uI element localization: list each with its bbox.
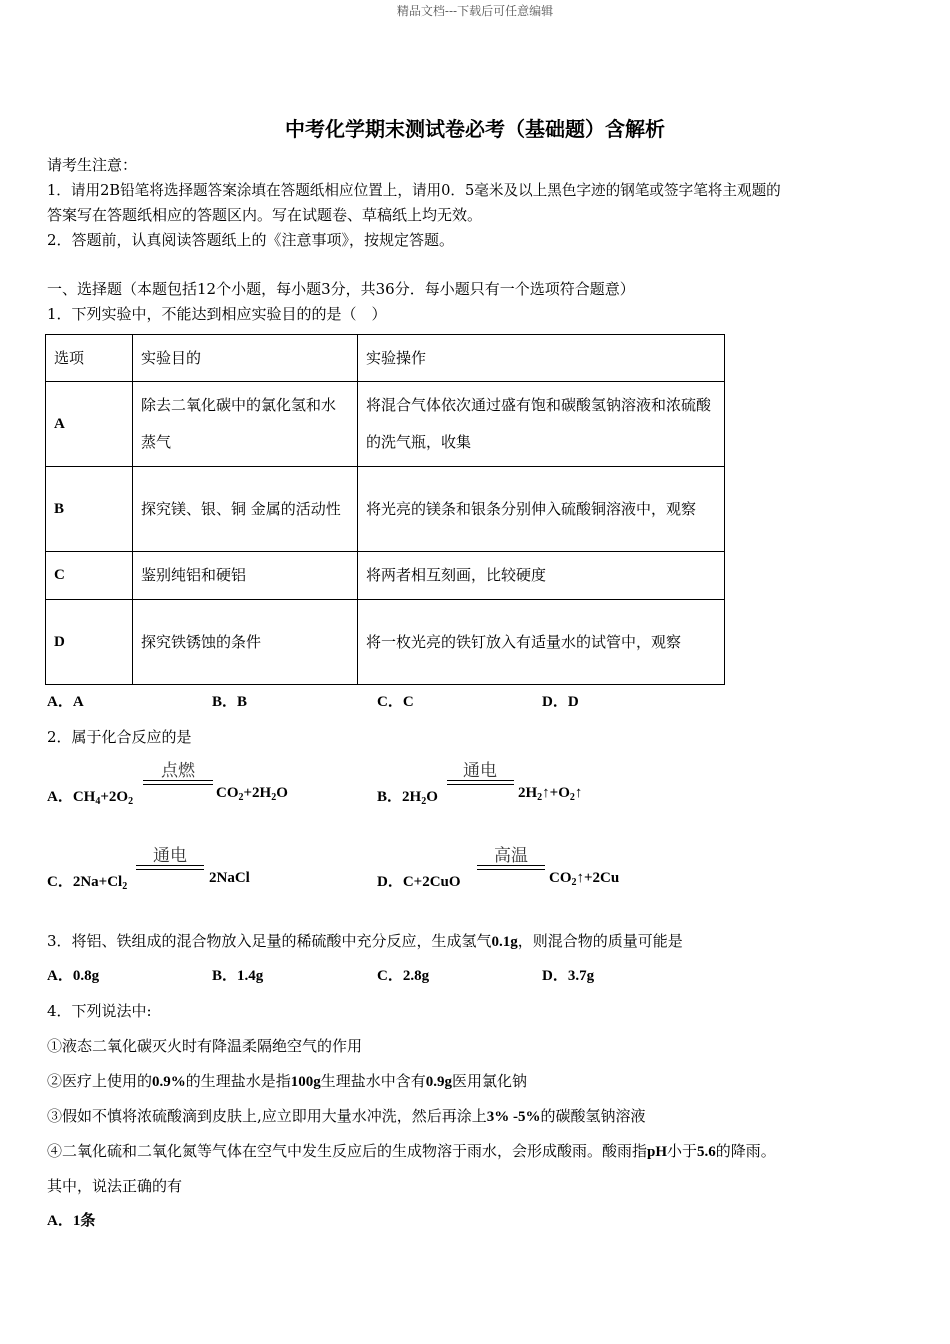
q4-text: ④二氧化硫和二氧化氮等气体在空气中发生反应后的生成物溶于雨水，会形成酸雨。酸雨指 xyxy=(47,1142,648,1160)
q3-choice-b[interactable]: B．1.4g xyxy=(212,968,264,984)
table-cell-option: B xyxy=(46,467,133,552)
q2-stem: 2．属于化合反应的是 xyxy=(47,728,192,746)
q4-text: 医用氯化钠 xyxy=(452,1072,528,1090)
table-cell-option: C xyxy=(46,552,133,600)
q3-stem-value: 0.1g xyxy=(491,934,518,950)
q4-text: 生理盐水中含有 xyxy=(320,1072,426,1090)
table-header-row xyxy=(46,335,725,382)
q2-b-products: $2H_2↑+O_2↑$ xyxy=(518,785,583,803)
section-heading: 一、选择题（本题包括12个小题，每小题3分，共36分．每小题只有一个选项符合题意） xyxy=(47,280,635,298)
q2-d-equals-sign xyxy=(477,865,545,870)
q4-value: pH xyxy=(647,1144,668,1160)
q2-c-products: 2NaCl xyxy=(209,870,250,886)
q2-d-condition: 高温 xyxy=(494,846,528,866)
q2-choice-a[interactable]: A．$CH_4+2O_2$ xyxy=(47,789,134,807)
table-cell-purpose: 除去二氧化碳中的氯化氢和水蒸气 xyxy=(133,382,358,467)
q4-value: 0.9g xyxy=(425,1074,453,1090)
q4-statement-4 xyxy=(47,1140,776,1161)
q2-c-condition: 通电 xyxy=(153,846,187,866)
q1-stem: 1．下列实验中，不能达到相应实验目的的是（ ） xyxy=(47,305,387,323)
q2-choice-b[interactable]: B．$2H_2O$ xyxy=(377,789,438,807)
q4-text: ②医疗上使用的 xyxy=(47,1072,153,1090)
table-header-cell: 实验操作 xyxy=(358,335,725,382)
table-row xyxy=(46,467,725,552)
q4-stem: 4．下列说法中: xyxy=(47,1002,152,1020)
table-cell-purpose: 鉴别纯铝和硬铝 xyxy=(133,552,358,600)
q4-tail: 其中，说法正确的有 xyxy=(47,1177,183,1195)
q2-choice-c-label: C． xyxy=(47,874,73,890)
table-cell-operation: 将两者相互刻画，比较硬度 xyxy=(358,552,725,600)
q4-text: ③假如不慎将浓硫酸滴到皮肤上,应立即用大量水冲洗，然后再涂上 xyxy=(47,1107,487,1125)
table-row xyxy=(46,600,725,685)
q3-choice-a[interactable]: A．0.8g xyxy=(47,968,100,984)
q1-choice-d[interactable]: D．D xyxy=(542,694,579,710)
q2-a-products: $CO_2+2H_2O$ xyxy=(216,785,288,803)
q4-value: 3% -5% xyxy=(486,1109,541,1125)
q2-b-equals-sign xyxy=(447,780,514,785)
table-cell-operation: 将混合气体依次通过盛有饱和碳酸氢钠溶液和浓硫酸的洗气瓶，收集 xyxy=(358,382,725,467)
q3-stem-text: 3．将铝、铁组成的混合物放入足量的稀硫酸中充分反应，生成氢气 xyxy=(47,932,492,950)
table-cell-option: D xyxy=(46,600,133,685)
q4-value: 5.6 xyxy=(697,1144,716,1160)
q3-choice-d[interactable]: D．3.7g xyxy=(542,968,595,984)
q4-text: 的生理盐水是指 xyxy=(185,1072,291,1090)
q2-choice-b-label: B． xyxy=(377,789,403,805)
q4-statement-3 xyxy=(47,1105,646,1126)
notice-heading: 请考生注意： xyxy=(47,156,138,174)
q2-choice-c[interactable]: C．$2Na+Cl_2$ xyxy=(47,874,128,892)
q1-table xyxy=(45,334,725,685)
q4-text: 的碳酸氢钠溶液 xyxy=(540,1107,646,1125)
table-cell-purpose: 探究镁、银、铜 金属的活动性 xyxy=(133,467,358,552)
q3-choice-c[interactable]: C．2.8g xyxy=(377,968,430,984)
q4-text: 小于 xyxy=(667,1142,698,1160)
q1-choice-b[interactable]: B．B xyxy=(212,694,248,710)
q2-c-equals-sign xyxy=(136,865,204,870)
q4-statement-1: ①液态二氧化碳灭火时有降温柔隔绝空气的作用 xyxy=(47,1037,363,1055)
table-row xyxy=(46,382,725,467)
notice-item1-line2: 答案写在答题纸相应的答题区内。写在试题卷、草稿纸上均无效。 xyxy=(47,206,483,224)
q1-choice-c[interactable]: C．C xyxy=(377,694,414,710)
q4-text: 的降雨。 xyxy=(715,1142,776,1160)
table-cell-option: A xyxy=(46,382,133,467)
page-title: 中考化学期末测试卷必考（基础题）含解析 xyxy=(285,117,665,141)
q2-choice-d[interactable]: D．C+2CuO xyxy=(377,874,461,890)
q2-a-equals-sign xyxy=(143,780,213,785)
q3-stem xyxy=(47,930,683,951)
page-header: 精品文档---下载后可任意编辑 xyxy=(396,4,554,18)
table-cell-purpose: 探究铁锈蚀的条件 xyxy=(133,600,358,685)
notice-item2: 2．答题前，认真阅读答题纸上的《注意事项》，按规定答题。 xyxy=(47,231,455,249)
q4-statement-2 xyxy=(47,1070,527,1091)
q4-value: 100g xyxy=(290,1074,321,1090)
table-header-cell: 实验目的 xyxy=(133,335,358,382)
table-cell-operation: 将光亮的镁条和银条分别伸入硫酸铜溶液中，观察 xyxy=(358,467,725,552)
table-row xyxy=(46,552,725,600)
q3-stem-text: ，则混合物的质量可能是 xyxy=(517,932,683,950)
q4-choice-a[interactable]: A．1条 xyxy=(47,1213,96,1229)
table-cell-operation: 将一枚光亮的铁钉放入有适量水的试管中，观察 xyxy=(358,600,725,685)
q4-value: 0.9% xyxy=(152,1074,186,1090)
q1-choice-a[interactable]: A．A xyxy=(47,694,84,710)
q2-choice-d-label: D． xyxy=(377,874,403,890)
q2-a-condition: 点燃 xyxy=(161,761,195,781)
q2-d-products: $CO_2↑+2Cu$ xyxy=(549,870,620,888)
q2-b-condition: 通电 xyxy=(463,761,497,781)
notice-item1-line1: 1．请用2B铅笔将选择题答案涂填在答题纸相应位置上，请用0．5毫米及以上黑色字迹的钢笔或签字笔将主观题的 xyxy=(47,182,781,199)
q2-choice-a-label: A． xyxy=(47,789,73,805)
table-header-cell: 选项 xyxy=(46,335,133,382)
